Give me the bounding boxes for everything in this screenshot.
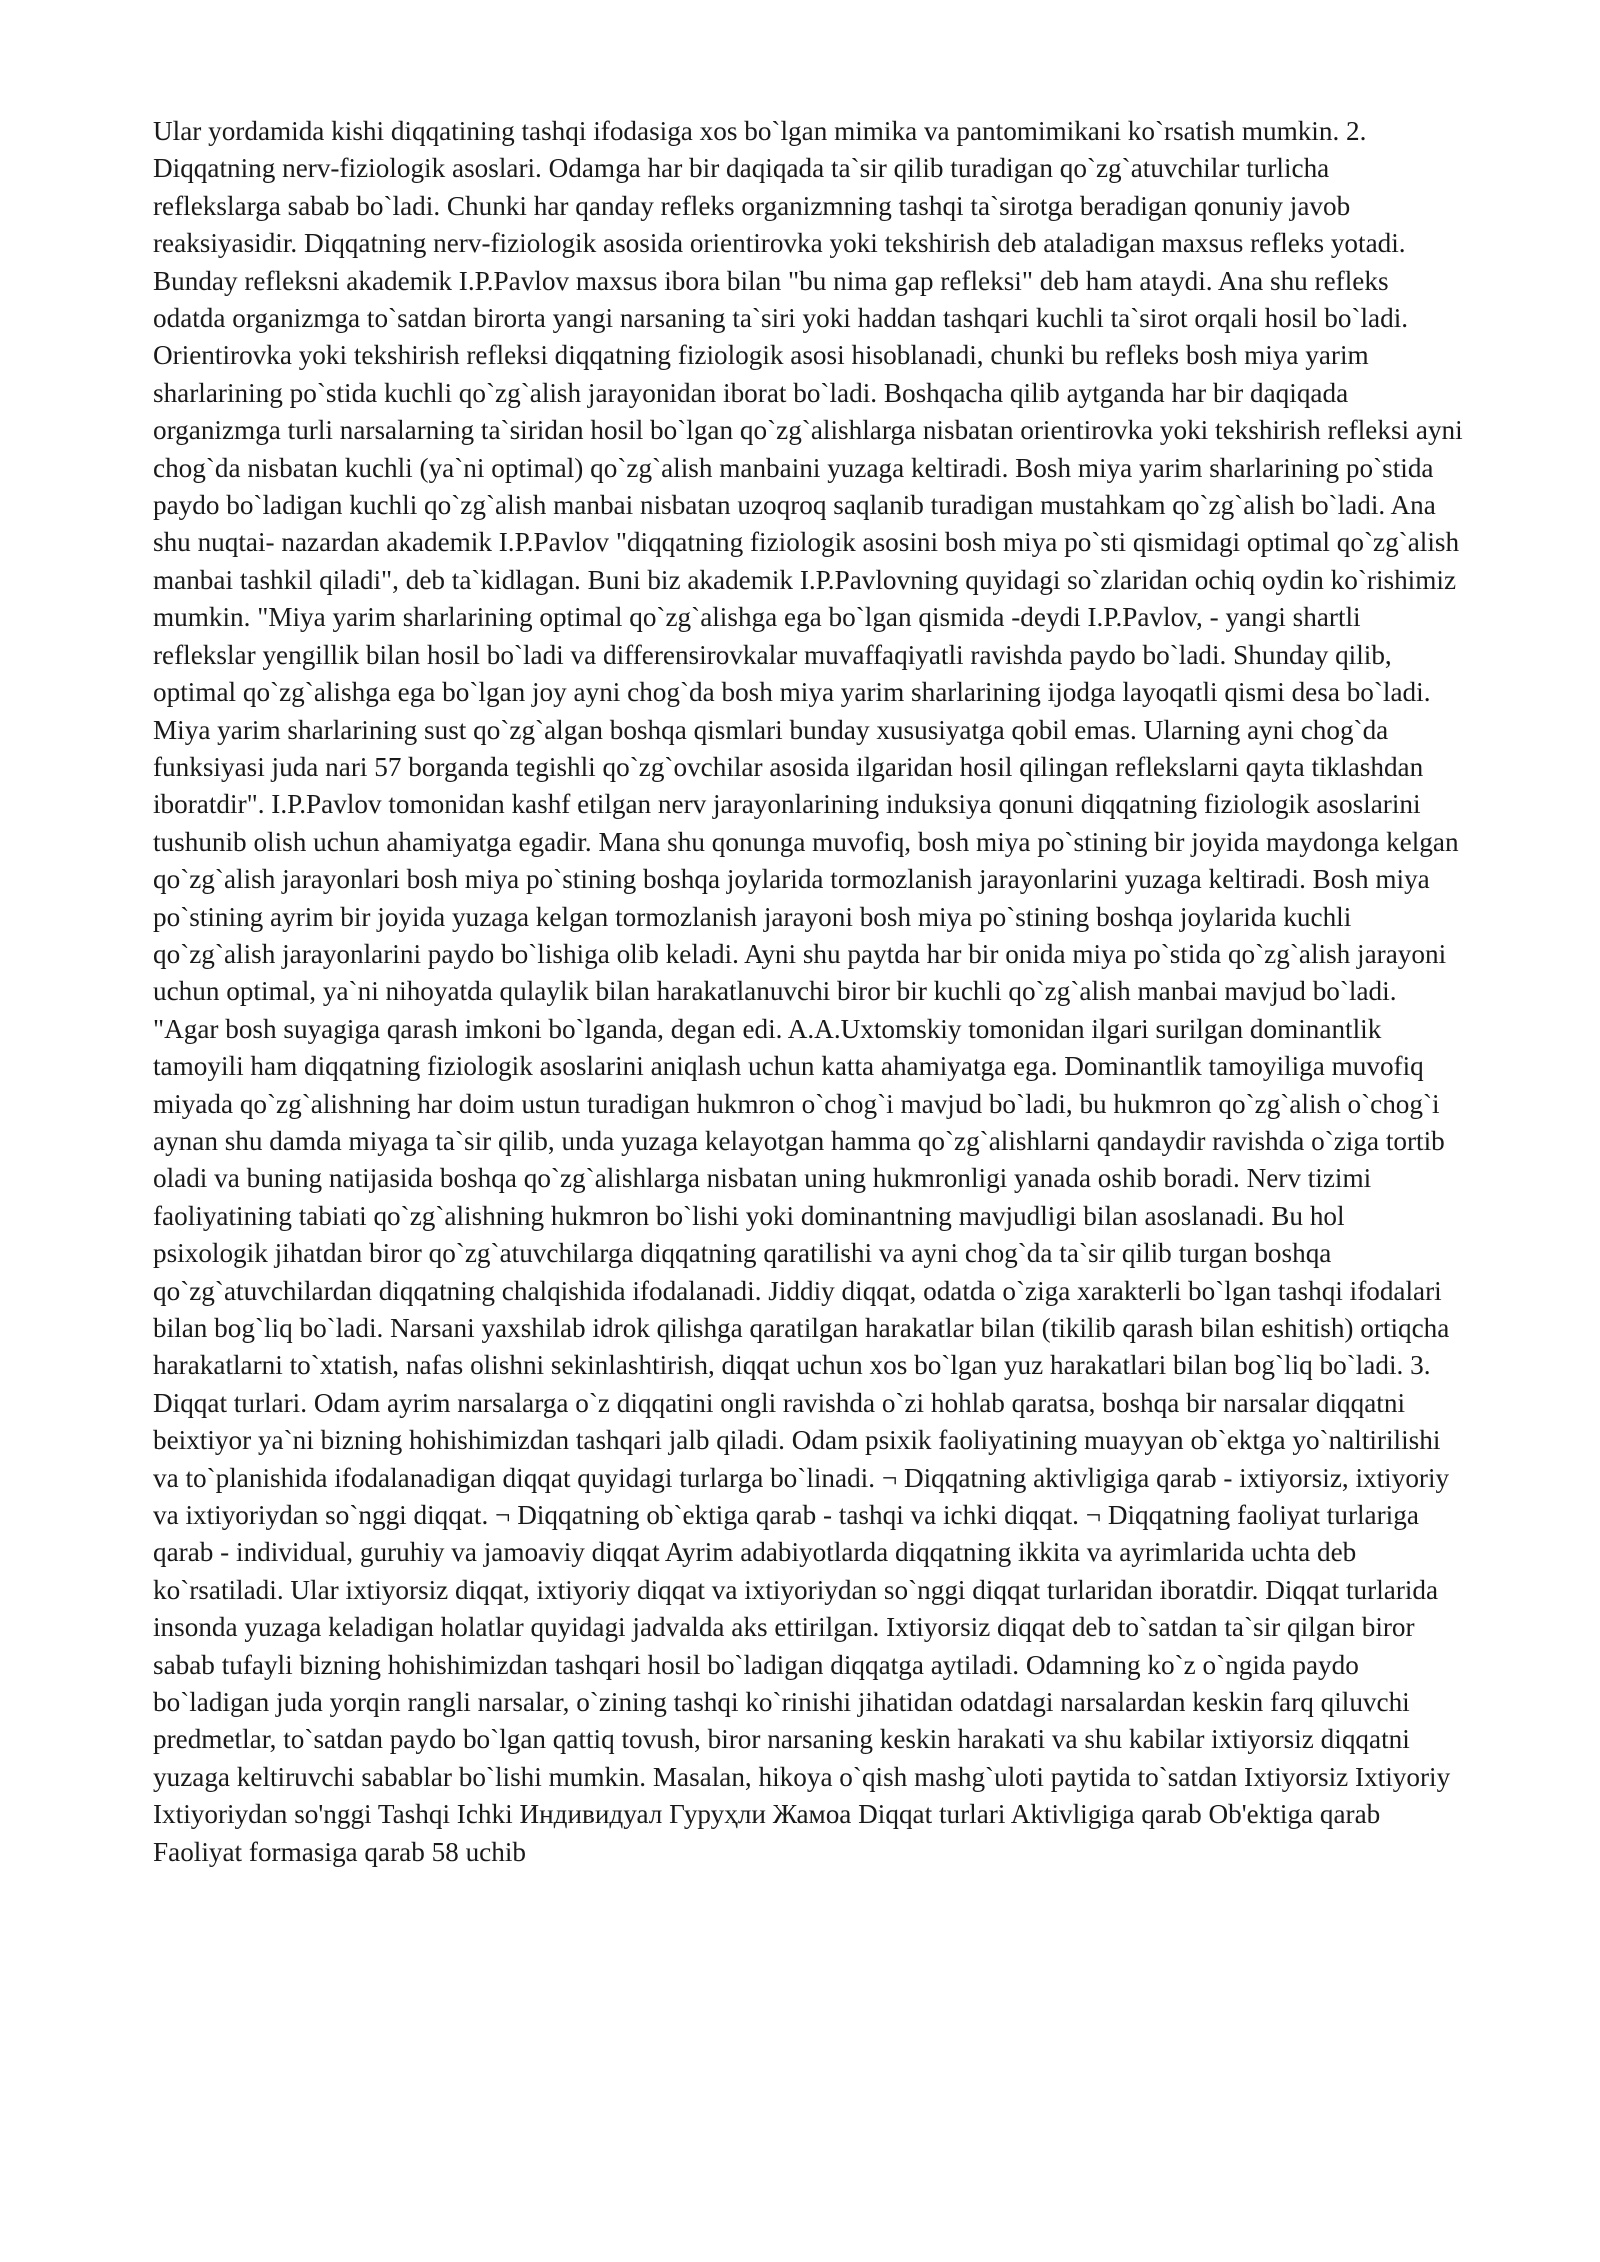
- body-paragraph: Ular yordamida kishi diqqatining tashqi ifodasiga xos bo`lgan mimika va pantomimikani ko`rsatish mumkin. 2. Diqqatning nerv-fiziologik asoslari. Odamga har bir daqiqada ta`sir qilib turadigan qo`zg`atuvchilar turlicha reflekslarga sabab bo`ladi. Chunki har qanday refleks organizmning tashqi ta`sirotga beradigan qonuniy javob reaksiyasidir. Diqqatning nerv-fiziologik asosida orientirovka yoki tekshirish deb ataladigan maxsus refleks yotadi. Bunday refleksni akademik I.P.Pavlov maxsus ibora bilan "bu nima gap refleksi" deb ham ataydi. Ana shu refleks odatda organizmga to`satdan birorta yangi narsaning ta`siri yoki haddan tashqari kuchli ta`sirot orqali hosil bo`ladi. Orientirovka yoki tekshirish refleksi diqqatning fiziologik asosi hisoblanadi, chunki bu refleks bosh miya yarim sharlarining po`stida kuchli qo`zg`alish jarayonidan iborat bo`ladi. Boshqacha qilib aytganda har bir daqiqada organizmga turli narsalarning ta`siridan hosil bo`lgan qo`zg`alishlarga nisbatan orientirovka yoki tekshirish refleksi ayni chog`da nisbatan kuchli (ya`ni optimal) qo`zg`alish manbaini yuzaga keltiradi. Bosh miya yarim sharlarining po`stida paydo bo`ladigan kuchli qo`zg`alish manbai nisbatan uzoqroq saqlanib turadigan mustahkam qo`zg`alish bo`ladi. Ana shu nuqtai- nazardan akademik I.P.Pavlov "diqqatning fiziologik asosini bosh miya po`sti qismidagi optimal qo`zg`alish manbai tashkil qiladi", deb ta`kidlagan. Buni biz akademik I.P.Pavlovning quyidagi so`zlaridan ochiq oydin ko`rishimiz mumkin. "Miya yarim sharlarining optimal qo`zg`alishga ega bo`lgan qismida -deydi I.P.Pavlov, - yangi shartli reflekslar yengillik bilan hosil bo`ladi va differensirovkalar muvaffaqiyatli ravishda paydo bo`ladi. Shunday qilib, optimal qo`zg`alishga ega bo`lgan joy ayni chog`da bosh miya yarim sharlarining ijodga layoqatli qismi desa bo`ladi. Miya yarim sharlarining sust qo`zg`algan boshqa qismlari bunday xususiyatga qobil emas. Ularning ayni chog`da funksiyasi juda nari 57 borganda tegishli qo`zg`ovchilar asosida ilgaridan hosil qilingan reflekslarni qayta tiklashdan iboratdir". I.P.Pavlov tomonidan kashf etilgan nerv jarayonlarining induksiya qonuni diqqatning fiziologik asoslarini tushunib olish uchun ahamiyatga egadir. Mana shu qonunga muvofiq, bosh miya po`stining bir joyida maydonga kelgan qo`zg`alish jarayonlari bosh miya po`stining boshqa joylarida tormozlanish jarayonlarini yuzaga keltiradi. Bosh miya po`stining ayrim bir joyida yuzaga kelgan tormozlanish jarayoni bosh miya po`stining boshqa joylarida kuchli qo`zg`alish jarayonlarini paydo bo`lishiga olib keladi. Ayni shu paytda har bir onida miya po`stida qo`zg`alish jarayoni uchun optimal, ya`ni nihoyatda qulaylik bilan harakatlanuvchi biror bir kuchli qo`zg`alish manbai mavjud bo`ladi. "Agar bosh suyagiga qarash imkoni bo`lganda, degan edi. A.A.Uxtomskiy tomonidan ilgari surilgan dominantlik tamoyili ham diqqatning fiziologik asoslarini aniqlash uchun katta ahamiyatga ega. Dominantlik tamoyiliga muvofiq miyada qo`zg`alishning har doim ustun turadigan hukmron o`chog`i mavjud bo`ladi, bu hukmron qo`zg`alish o`chog`i aynan shu damda miyaga ta`sir qilib, unda yuzaga kelayotgan hamma qo`zg`alishlarni qandaydir ravishda o`ziga tortib oladi va buning natijasida boshqa qo`zg`alishlarga nisbatan uning hukmronligi yanada oshib boradi. Nerv tizimi faoliyatining tabiati qo`zg`alishning hukmron bo`lishi yoki dominantning mavjudligi bilan asoslanadi. Bu hol psixologik jihatdan biror qo`zg`atuvchilarga diqqatning qaratilishi va ayni chog`da ta`sir qilib turgan boshqa qo`zg`atuvchilardan diqqatning chalqishida ifodalanadi. Jiddiy diqqat, odatda o`ziga xarakterli bo`lgan tashqi ifodalari bilan bog`liq bo`ladi. Narsani yaxshilab idrok qilishga qaratilgan harakatlar bilan (tikilib qarash bilan eshitish) ortiqcha harakatlarni to`xtatish, nafas olishni sekinlashtirish, diqqat uchun xos bo`lgan yuz harakatlari bilan bog`liq bo`ladi. 3. Diqqat turlari. Odam ayrim narsalarga o`z diqqatini ongli ravishda o`zi hohlab qaratsa, boshqa bir narsalar diqqatni beixtiyor ya`ni bizning hohishimizdan tashqari jalb qiladi. Odam psixik faoliyatining muayyan ob`ektga yo`naltirilishi va to`planishida ifodalanadigan diqqat quyidagi turlarga bo`linadi. ¬ Diqqatning aktivligiga qarab - ixtiyorsiz, ixtiyoriy va ixtiyoriydan so`nggi diqqat. ¬ Diqqatning ob`ektiga qarab - tashqi va ichki diqqat. ¬ Diqqatning faoliyat turlariga qarab - individual, guruhiy va jamoaviy diqqat Ayrim adabiyotlarda diqqatning ikkita va ayrimlarida uchta deb ko`rsatiladi. Ular ixtiyorsiz diqqat, ixtiyoriy diqqat va ixtiyoriydan so`nggi diqqat turlaridan iboratdir. Diqqat turlarida insonda yuzaga keladigan holatlar quyidagi jadvalda aks ettirilgan. Ixtiyorsiz diqqat deb to`satdan ta`sir qilgan biror sabab tufayli bizning hohishimizdan tashqari hosil bo`ladigan diqqatga aytiladi. Odamning ko`z o`ngida paydo bo`ladigan juda yorqin rangli narsalar, o`zining tashqi ko`rinishi jihatidan odatdagi narsalardan keskin farq qiluvchi predmetlar, to`satdan paydo bo`lgan qattiq tovush, biror narsaning keskin harakati va shu kabilar ixtiyorsiz diqqatni yuzaga keltiruvchi sabablar bo`lishi mumkin. Masalan, hikoya o`qish mashg`uloti paytida to`satdan Ixtiyorsiz Ixtiyoriy Ixtiyoriydan so'nggi Tashqi Ichki Индивидуал Гуруҳли Жамоа Diqqat turlari Aktivligiga qarab Ob'ektiga qarab Faoliyat formasiga qarab 58 uchib: [153, 116, 1463, 1867]
- document-page: [153, 113, 1463, 1871]
